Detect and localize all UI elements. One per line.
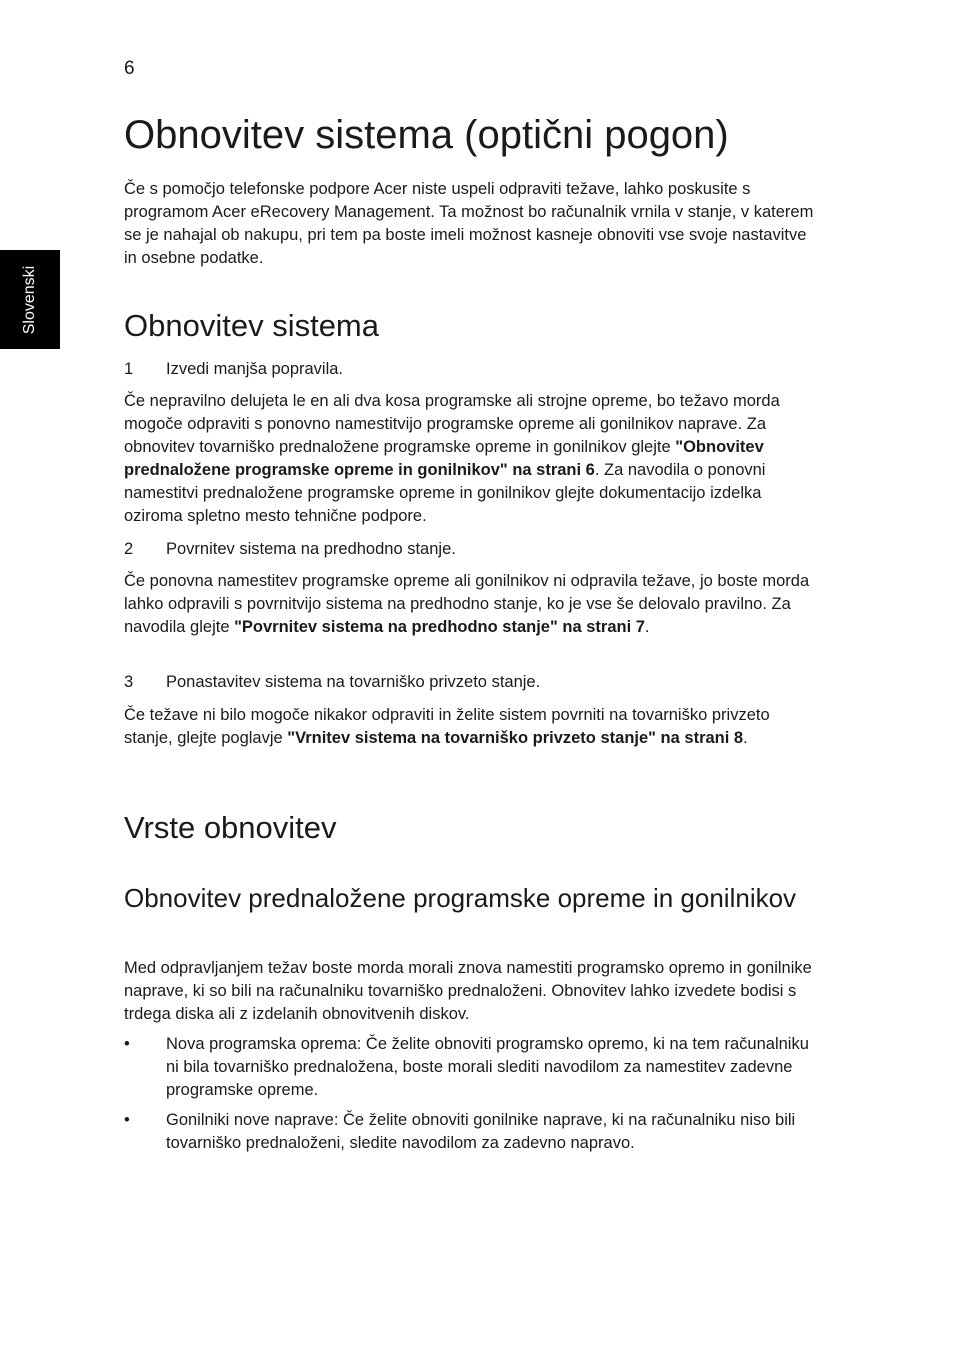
- cross-reference: "Povrnitev sistema na predhodno stanje" na strani 7: [234, 618, 645, 636]
- language-label: Slovenski: [21, 265, 38, 335]
- cross-reference: "Vrnitev sistema na tovarniško privzeto stanje" na strani 8: [287, 729, 744, 747]
- step-number: 2: [124, 540, 134, 558]
- bullet-text: Nova programska oprema: Če želite obnoviti programsko opremo, ki na tem računalniku ni bila tovarniško prednaložena, boste morali slediti navodilom za namestitev zadevne programske opreme.: [166, 1035, 809, 1099]
- section-heading-system-restore: Obnovitev sistema: [124, 308, 379, 343]
- bullet-icon: •: [124, 1111, 130, 1129]
- subsection-paragraph: Med odpravljanjem težav boste morda morali znova namestiti programsko opremo in gonilnike naprave, ki so bili na računalniku tovarniško prednaloženi. Obnovitev lahko izvedete bodisi s trdega diska ali z izdelanih obnovitvenih diskov.: [124, 959, 812, 1023]
- language-side-tab: [0, 250, 60, 349]
- page-number: 6: [124, 58, 135, 79]
- step-3-paragraph: Če težave ni bilo mogoče nikakor odpraviti in želite sistem povrniti na tovarniško privzeto stanje, glejte poglavje "Vrnitev sistema na tovarniško privzeto stanje" na strani 8.: [124, 706, 770, 747]
- step-2-paragraph: Če ponovna namestitev programske opreme ali gonilnikov ni odpravila težave, jo boste morda lahko odpravili s povrnitvijo sistema na predhodno stanje, ko je vse še delovalo pravilno. Za navodila glejte "Povrnitev sistema na predhodno stanje" na strani 7.: [124, 572, 810, 636]
- subsection-heading: Obnovitev prednaložene programske opreme in gonilnikov: [124, 883, 797, 913]
- step-number: 1: [124, 360, 134, 378]
- step-number: 3: [124, 673, 134, 691]
- page-title: Obnovitev sistema (optični pogon): [124, 113, 729, 157]
- intro-paragraph: Če s pomočjo telefonske podpore Acer niste uspeli odpraviti težave, lahko poskusite s programom Acer eRecovery Management. Ta možnost bo računalnik vrnila v stanje, v katerem se je nahajal ob nakupu, pri tem pa boste imeli možnost kasneje obnoviti vse svoje nastavitve in osebne podatke.: [124, 180, 814, 267]
- step-label: Povrnitev sistema na predhodno stanje.: [166, 540, 456, 558]
- cross-reference: "Obnovitev prednaložene programske opreme in gonilnikov" na strani 6: [124, 438, 764, 479]
- bullet-icon: •: [124, 1035, 130, 1053]
- section-heading-recovery-types: Vrste obnovitev: [124, 810, 337, 845]
- bullet-text: Gonilniki nove naprave: Če želite obnoviti gonilnike naprave, ki na računalniku niso bili tovarniško prednaloženi, sledite navodilom za zadevno napravo.: [166, 1111, 796, 1152]
- step-label: Izvedi manjša popravila.: [166, 360, 344, 378]
- step-label: Ponastavitev sistema na tovarniško privzeto stanje.: [166, 673, 541, 691]
- step-1-paragraph: Če nepravilno delujeta le en ali dva kosa programske ali strojne opreme, bo težavo morda mogoče odpraviti s ponovno namestitvijo programske opreme ali gonilnikov naprave. Za obnovitev tovarniško prednaložene programske opreme in gonilnikov glejte "Obnovitev prednaložene programske opreme in gonilnikov" na strani 6. Za navodila o ponovni namestitvi prednaložene programske opreme in gonilnikov glejte dokumentacijo izdelka oziroma spletno mesto tehnične podpore.: [124, 392, 780, 525]
